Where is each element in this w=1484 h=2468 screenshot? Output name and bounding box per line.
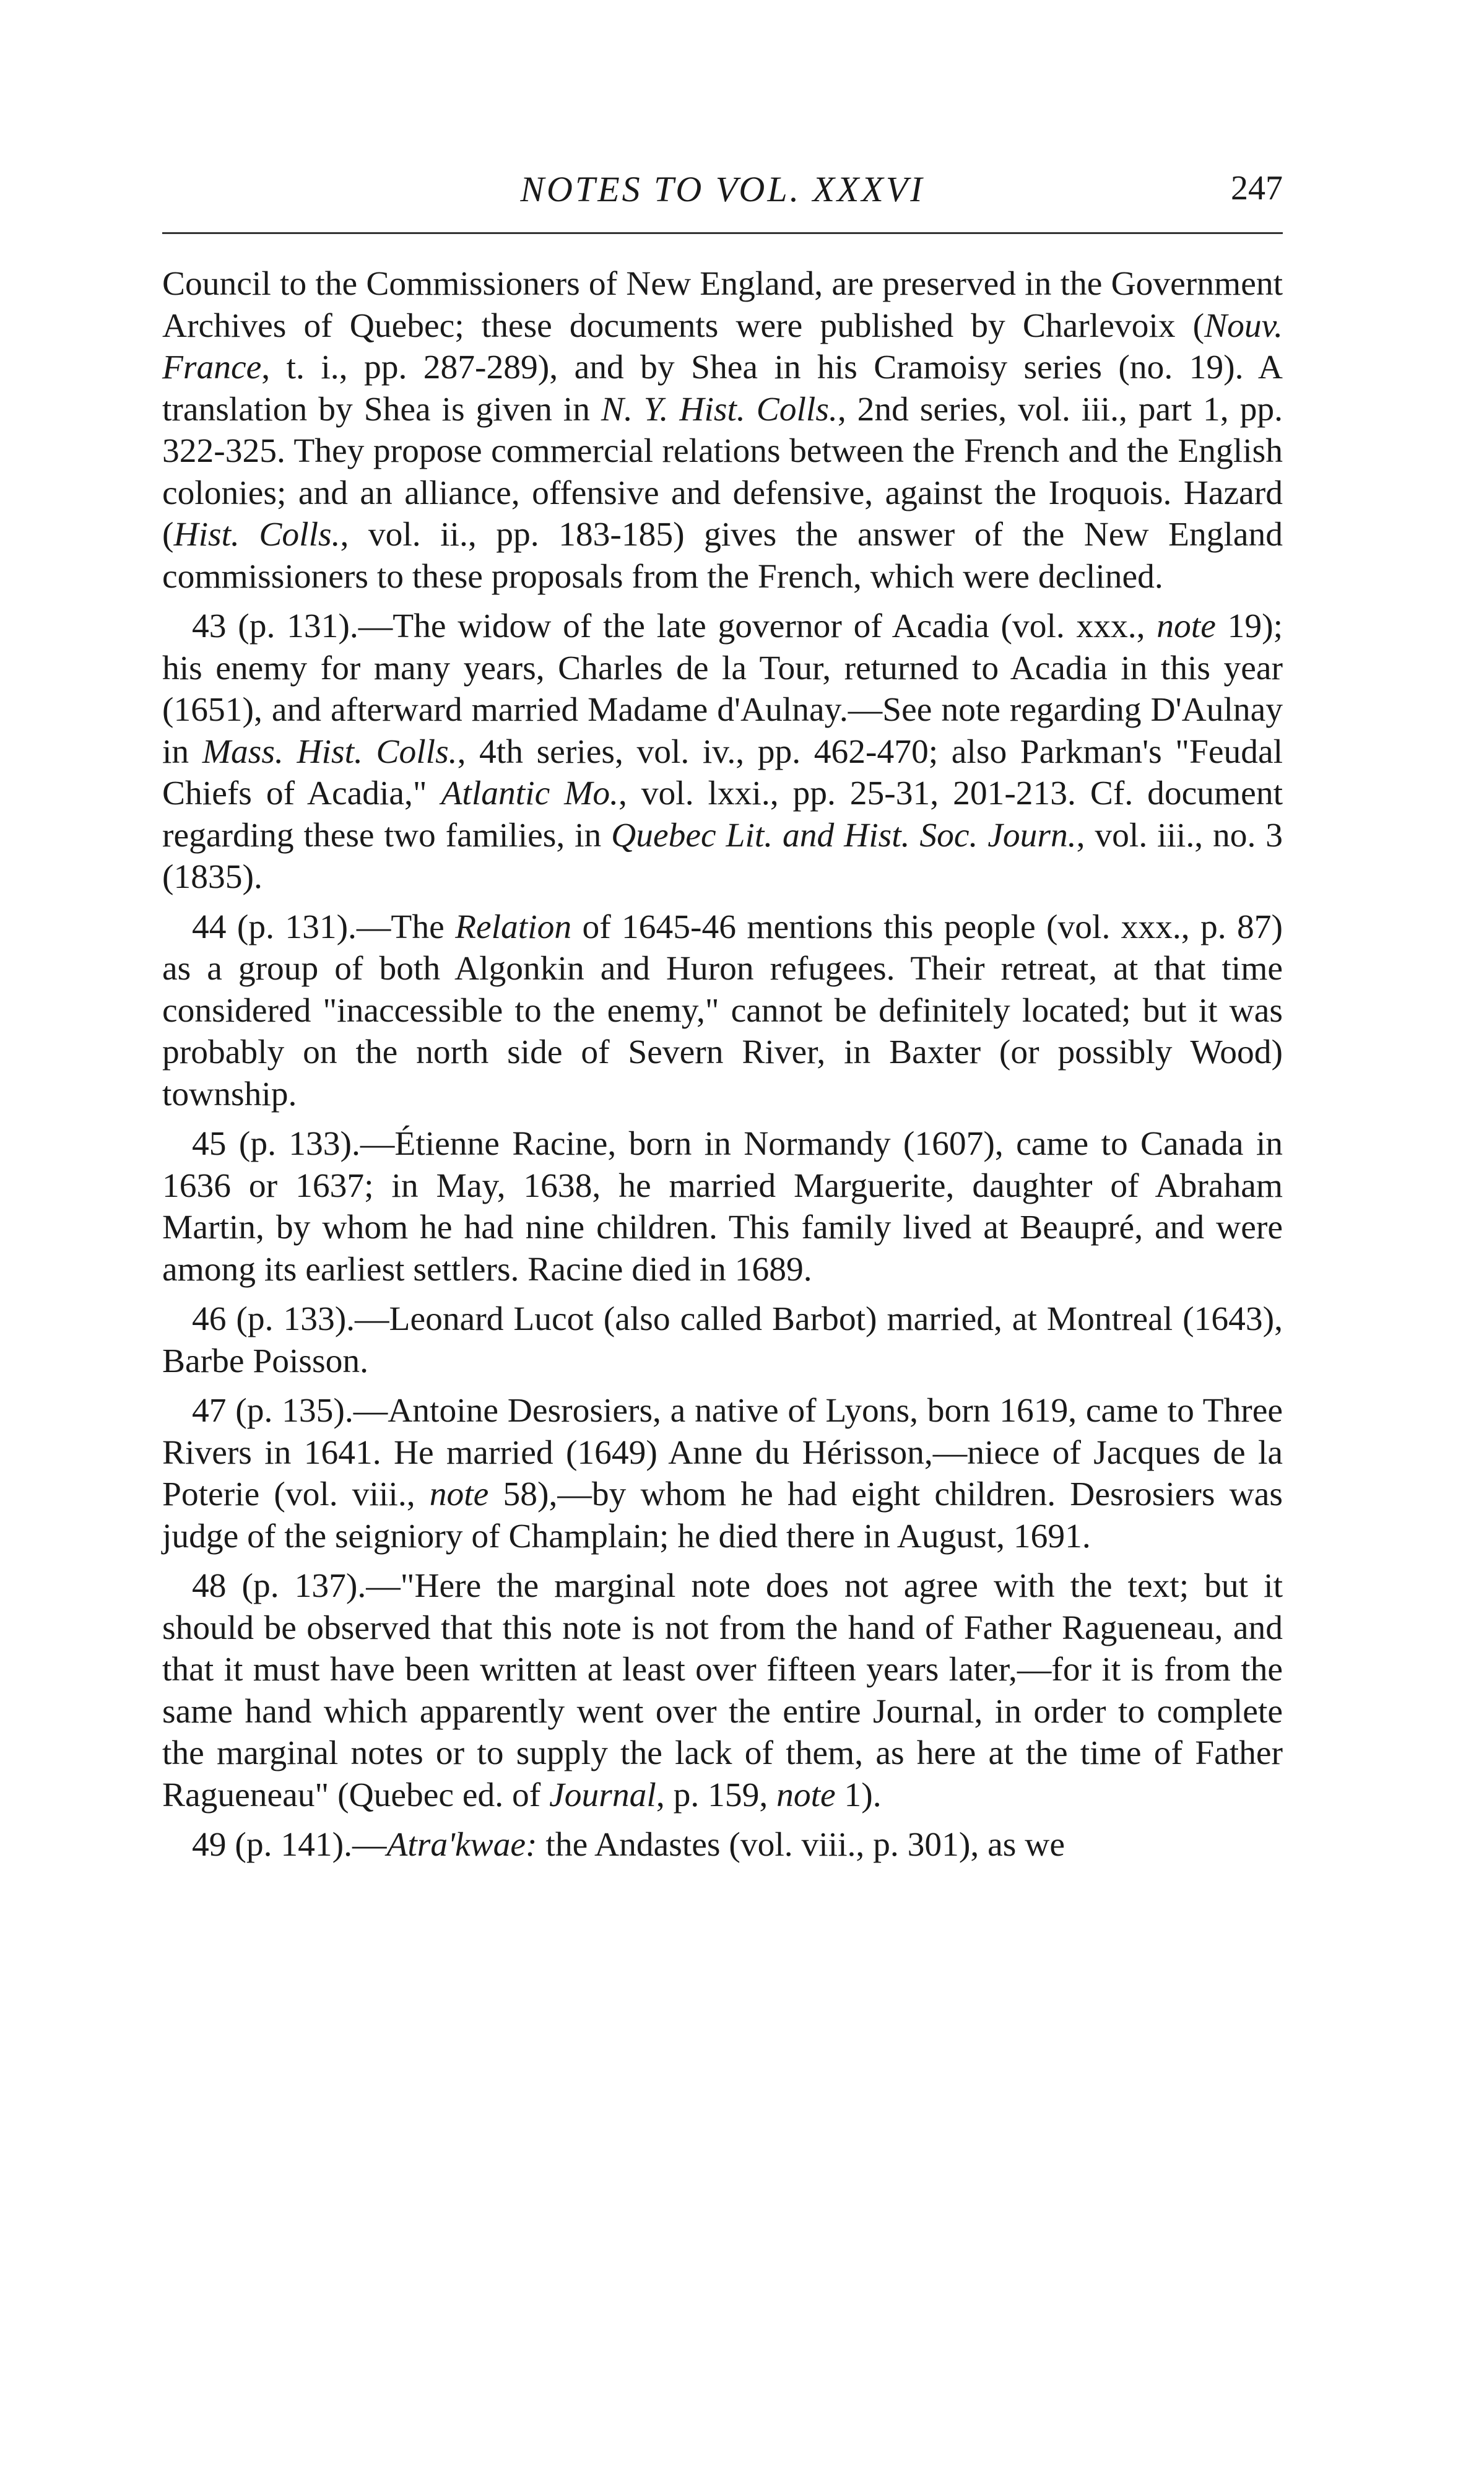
italic-text: note xyxy=(1156,607,1216,645)
note-paragraph xyxy=(162,1390,1283,1557)
text-run: 49 (p. 141).— xyxy=(192,1826,387,1864)
text-run: , vol. iii., no. 3 (1835). xyxy=(162,816,1283,896)
italic-text: N. Y. Hist. Colls. xyxy=(601,390,838,428)
italic-text: note xyxy=(429,1475,489,1513)
running-title: NOTES TO VOL. XXXVI xyxy=(520,169,925,209)
text-run: 46 (p. 133).—Leonard Lucot (also called Barbot) married, at Montreal (1643), Barbe Poisson. xyxy=(162,1300,1283,1380)
notes-body xyxy=(162,263,1283,1874)
note-paragraph xyxy=(162,906,1283,1116)
text-run: 43 (p. 131).—The widow of the late governor of Acadia (vol. xxx., xyxy=(192,607,1157,645)
text-run: , 4th series, vol. iv., pp. 462-470; also Parkman's "Feudal Chiefs of Acadia," xyxy=(162,732,1283,812)
text-run: 45 (p. 133).—Étienne Racine, born in Normandy (1607), came to Canada in 1636 or 1637; in May, 1638, he married Marguerite, daughter of Abraham Martin, by whom he had nine children. This family lived at Beaupré, and were among its earliest settlers. Racine died in 1689. xyxy=(162,1125,1283,1288)
text-run: 48 (p. 137).—"Here the marginal note does not agree with the text; but it should be observed that this note is not from the hand of Father Ragueneau, and that it must have been written at least over fifteen years later,—for it is from the same hand which apparently went over the entire Journal, in order to complete the marginal notes or to supply the lack of them, as here at the time of Father Ragueneau" (Quebec ed. of xyxy=(162,1567,1283,1814)
italic-text: Quebec Lit. and Hist. Soc. Journ. xyxy=(611,816,1077,854)
note-paragraph xyxy=(162,263,1283,597)
italic-text: note xyxy=(776,1776,836,1814)
header-rule xyxy=(162,232,1283,234)
note-paragraph xyxy=(162,606,1283,898)
italic-text: Mass. Hist. Colls. xyxy=(202,732,458,771)
italic-text: Atra'kwae: xyxy=(386,1826,537,1864)
italic-text: Hist. Colls. xyxy=(173,516,341,554)
text-run: , vol. lxxi., pp. 25-31, 201-213. Cf. document regarding these two families, in xyxy=(162,775,1283,854)
note-paragraph xyxy=(162,1123,1283,1290)
text-run: 47 (p. 135).—Antoine Desrosiers, a native of Lyons, born 1619, came to Three Rivers in 1641. He married (1649) Anne du Hérisson,—niece of Jacques de la Poterie (vol. viii., xyxy=(162,1392,1283,1513)
note-paragraph xyxy=(162,1565,1283,1816)
text-run: of 1645-46 mentions this people (vol. xxx., p. 87) as a group of both Algonkin and Huron refugees. Their retreat, at that time considered "inaccessible to the enemy," cannot be definitely located; but it was probably on the north side of Severn River, in Baxter (or possibly Wood) township. xyxy=(162,908,1283,1113)
text-run: 19); his enemy for many years, Charles de la Tour, returned to Acadia in this year (1651), and afterward married Madame d'Aulnay.—See note regarding D'Aulnay in xyxy=(162,607,1283,771)
text-run: 1). xyxy=(835,1776,882,1814)
italic-text: Nouv. France xyxy=(162,306,1283,386)
text-run: 58),—by whom he had eight children. Desrosiers was judge of the seigniory of Champlain; he died there in August, 1691. xyxy=(162,1475,1283,1555)
italic-text: Journal xyxy=(549,1776,656,1814)
italic-text: Relation xyxy=(455,908,572,946)
text-run: , vol. ii., pp. 183-185) gives the answer of the New England commissioners to these proposals from the French, which were declined. xyxy=(162,516,1283,596)
text-run: , 2nd series, vol. iii., part 1, pp. 322-325. They propose commercial relations between the French and the English colonies; and an alliance, offensive and defensive, against the Iroquois. Hazard ( xyxy=(162,390,1283,554)
note-paragraph xyxy=(162,1298,1283,1382)
italic-text: Atlantic Mo. xyxy=(441,775,618,812)
running-head xyxy=(162,168,1283,218)
text-run: the Andastes (vol. viii., p. 301), as we xyxy=(537,1826,1065,1864)
text-run: Council to the Commissioners of New England, are preserved in the Government Archives of Quebec; these documents were published by Charlevoix ( xyxy=(162,265,1283,345)
page-number: 247 xyxy=(1231,169,1283,207)
note-paragraph xyxy=(162,1824,1283,1866)
text-run: 44 (p. 131).—The xyxy=(192,908,456,946)
text-run: , p. 159, xyxy=(656,1776,777,1814)
text-run: , t. i., pp. 287-289), and by Shea in his Cramoisy series (no. 19). A translation by Shea is given in xyxy=(162,349,1283,428)
